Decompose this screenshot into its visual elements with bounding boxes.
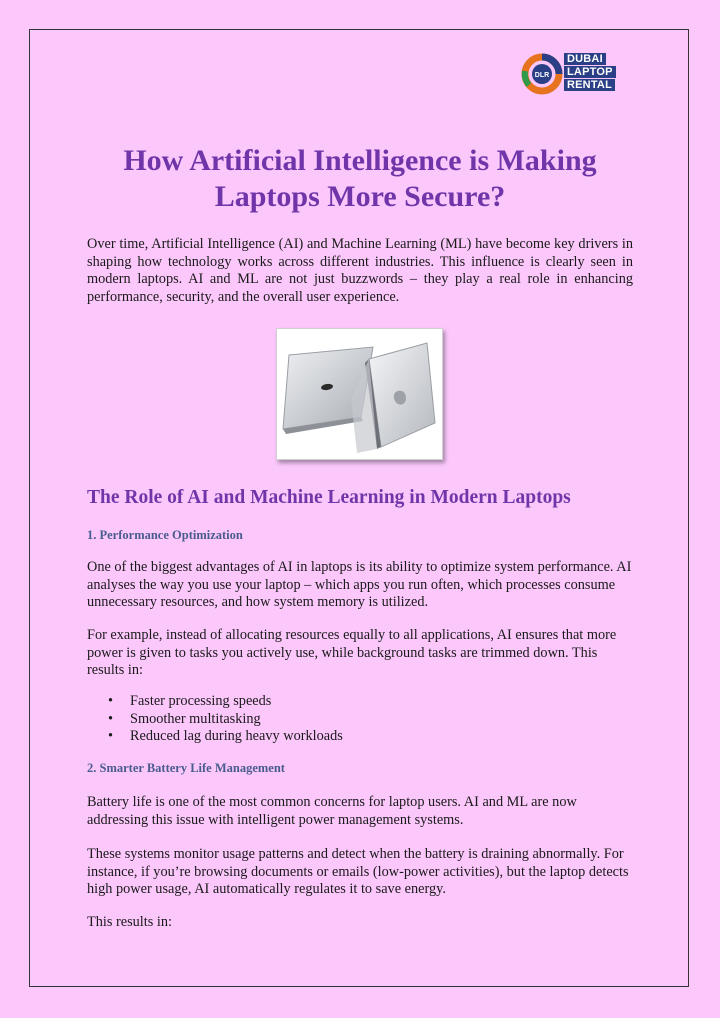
logo-word-3: RENTAL	[564, 79, 615, 91]
logo-word-1: DUBAI	[564, 53, 606, 65]
page-title	[80, 143, 640, 215]
subheading-battery: 2. Smarter Battery Life Management	[87, 761, 285, 775]
logo-word-2: LAPTOP	[564, 66, 616, 78]
title-line-1: How Artificial Intelligence is Making	[123, 144, 597, 177]
bullet-icon: •	[108, 693, 114, 709]
battery-paragraph-2: These systems monitor usage patterns and detect when the battery is draining abnormally. For instance, if you’re browsing documents or emails (low-power activities), but the laptop detects high power usage, AI automatically regulates it to save energy.	[87, 846, 629, 897]
list-item	[108, 711, 343, 729]
bullet-text: Faster processing speeds	[130, 693, 272, 709]
intro-paragraph: Over time, Artificial Intelligence (AI) and Machine Learning (ML) have become key drivers in shaping how technology works across different industries. This influence is clearly seen in modern laptops. AI and ML are not just buzzwords – they play a real role in enhancing performance, security, and the overall user experience.	[87, 236, 633, 305]
battery-paragraph-3: This results in:	[87, 914, 172, 930]
performance-paragraph-2: For example, instead of allocating resources equally to all applications, AI ensures that more power is given to tasks you actively use, while background tasks are trimmed down. This results in:	[87, 627, 617, 678]
section-heading: The Role of AI and Machine Learning in Modern Laptops	[87, 487, 571, 508]
performance-paragraph-1: One of the biggest advantages of AI in laptops is its ability to optimize system performance. AI analyses the way you use your laptop – which apps you run often, which processes consume unnecessary resources, and how system memory is utilized.	[87, 559, 632, 610]
battery-paragraph-1: Battery life is one of the most common concerns for laptop users. AI and ML are now addressing this issue with intelligent power management systems.	[87, 794, 577, 828]
bullet-text: Reduced lag during heavy workloads	[130, 728, 343, 744]
logo-ring-icon	[520, 51, 564, 95]
title-line-2: Laptops More Secure?	[214, 180, 506, 213]
bullet-text: Smoother multitasking	[130, 710, 261, 727]
list-item	[108, 728, 343, 746]
performance-bullet-list	[108, 693, 343, 746]
bullet-icon: •	[108, 710, 114, 727]
svg-text:DLR: DLR	[534, 72, 550, 79]
logo-wordmark	[564, 53, 622, 92]
subheading-performance: 1. Performance Optimization	[87, 528, 243, 542]
laptop-illustration-icon	[277, 329, 442, 459]
brand-logo	[520, 51, 623, 95]
laptops-image	[276, 328, 443, 460]
list-item	[108, 693, 343, 711]
bullet-icon: •	[108, 728, 114, 744]
